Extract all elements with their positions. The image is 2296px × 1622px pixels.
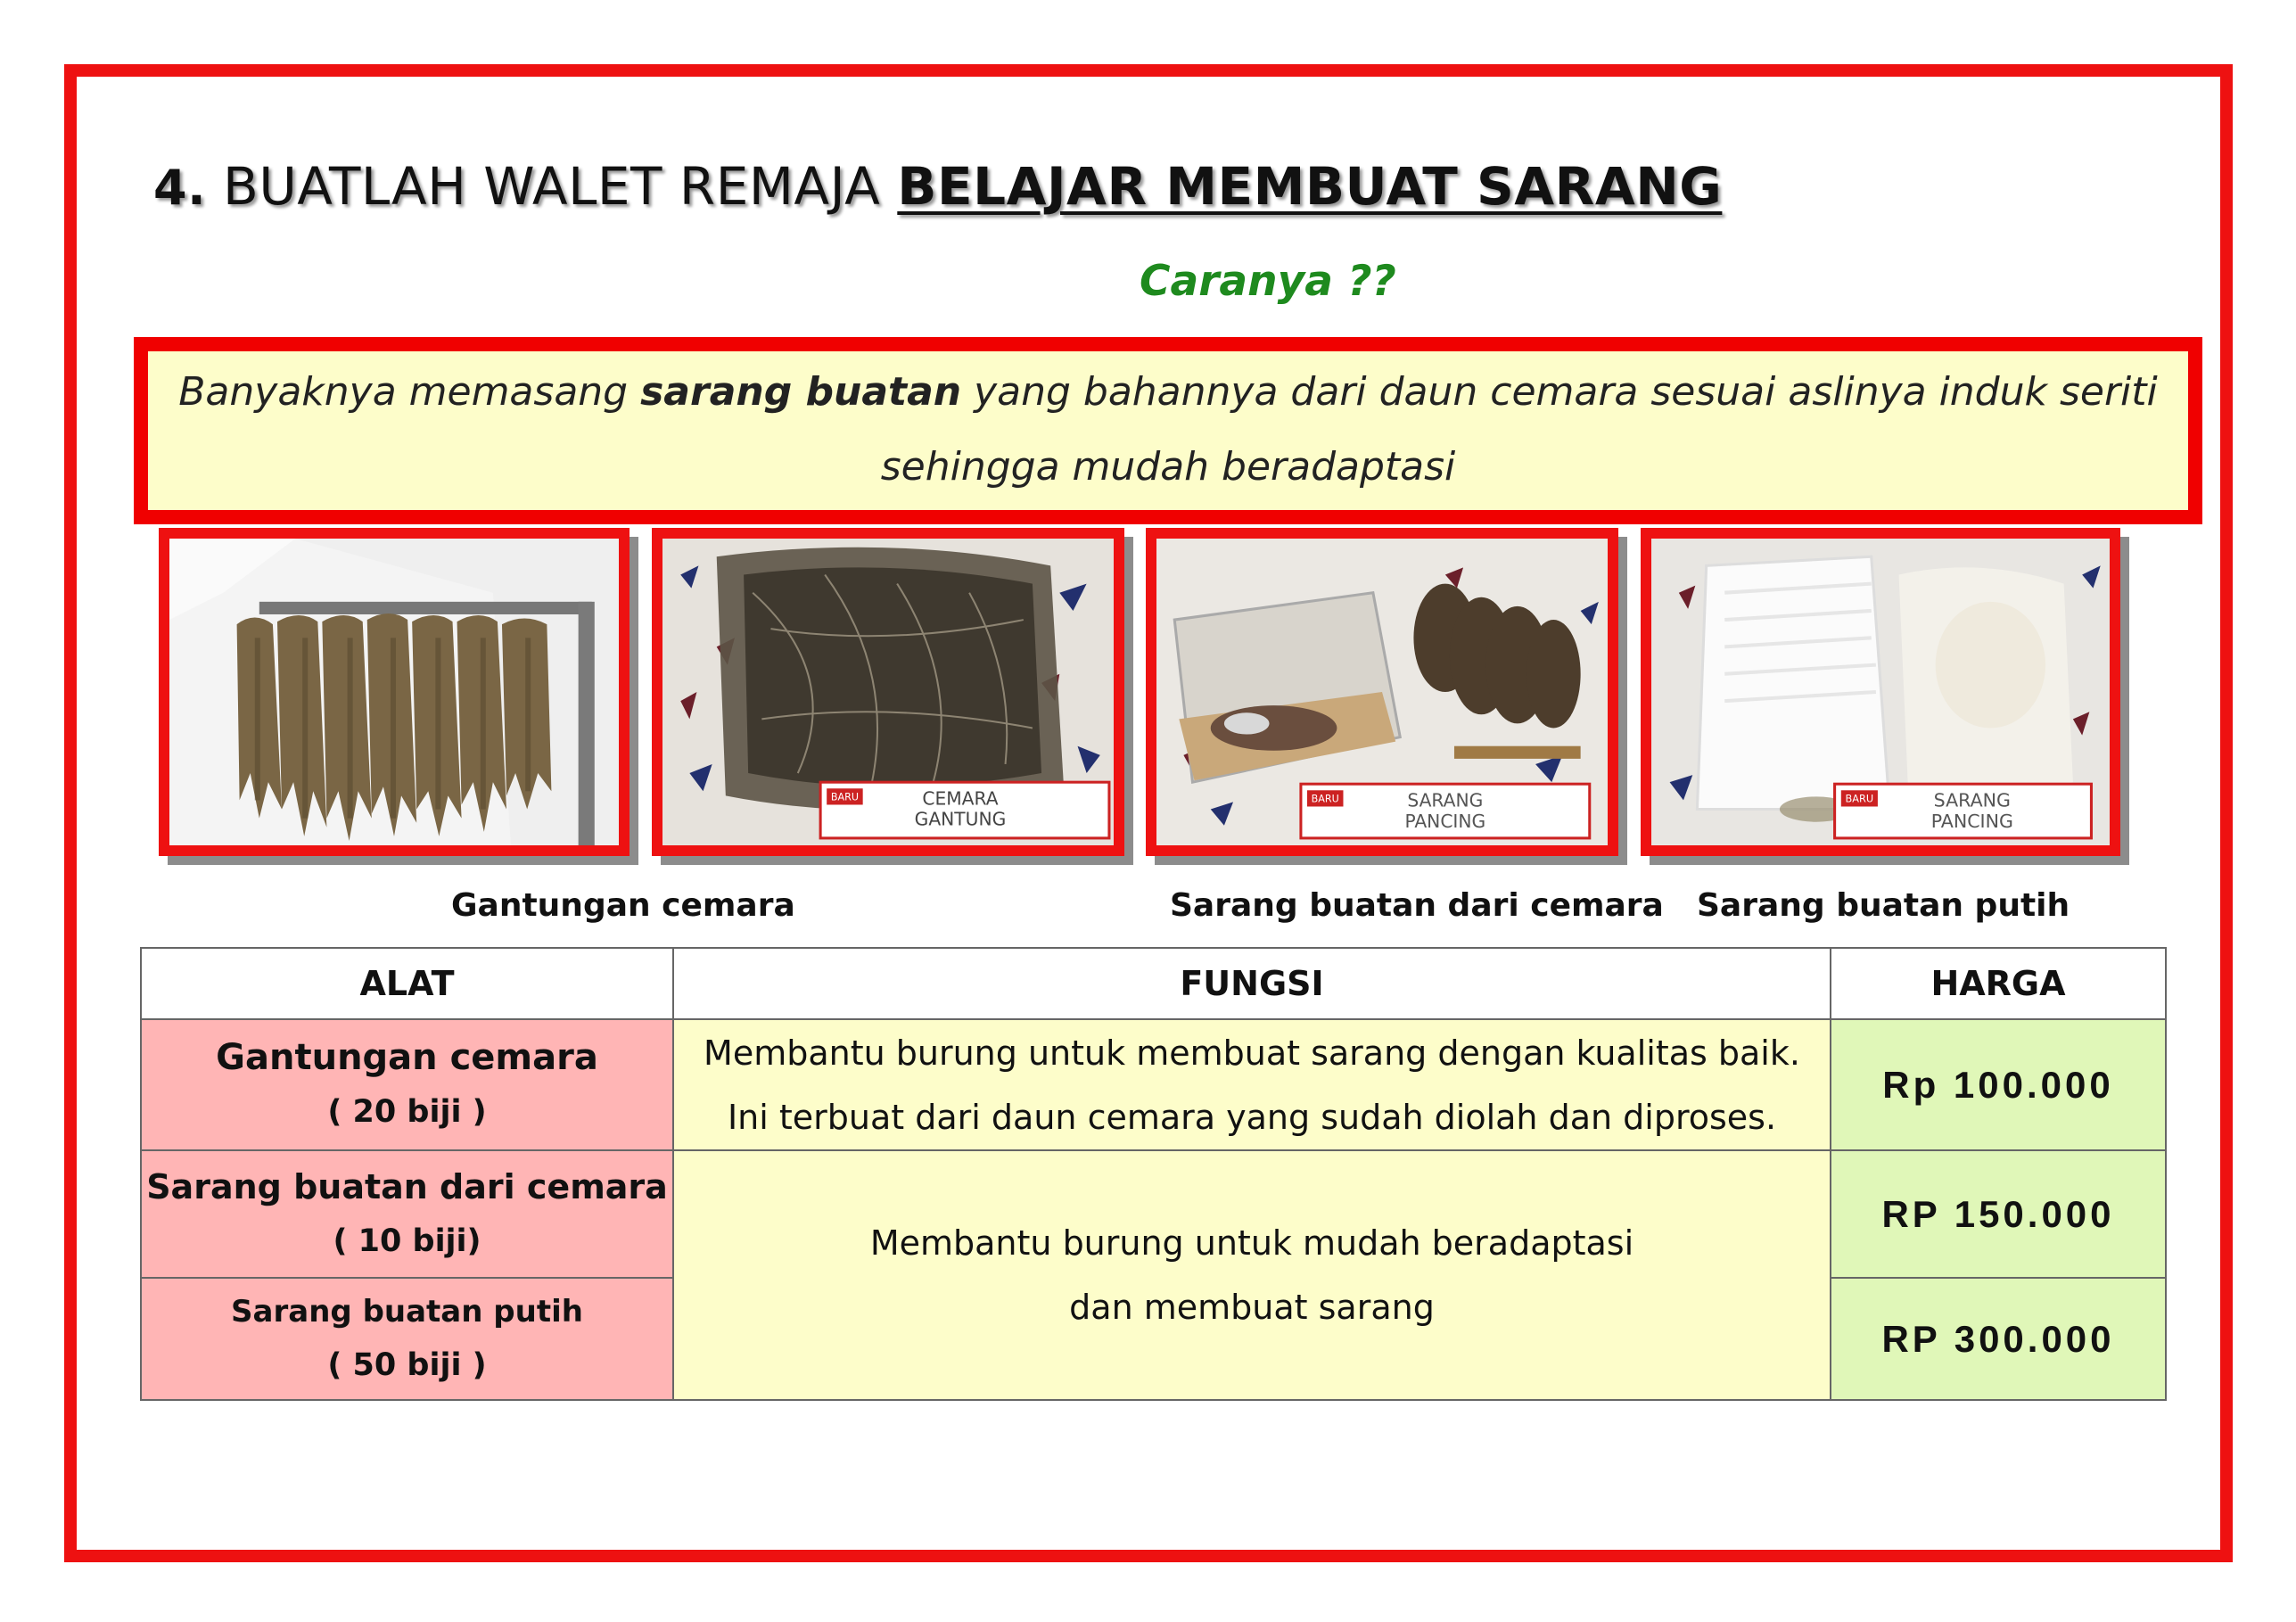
putih-brand: BARU <box>1845 793 1874 805</box>
price-table <box>140 947 2167 1401</box>
alat-qty: ( 10 biji) <box>333 1223 481 1259</box>
note-bold: sarang buatan <box>640 369 962 415</box>
putih-label-1: SARANG <box>1933 789 2011 811</box>
photo-sarang-pancing-cemara <box>1146 528 1618 856</box>
photo-sarang-pancing-putih <box>1641 528 2120 856</box>
photo-cemara-gantung-pack <box>652 528 1124 856</box>
harga-cell: RP 150.000 <box>1831 1150 2166 1278</box>
harga-cell: RP 300.000 <box>1831 1278 2166 1400</box>
sarang-label-2: PANCING <box>1404 810 1486 832</box>
alat-cell <box>141 1150 673 1278</box>
harga-cell: Rp 100.000 <box>1831 1019 2166 1150</box>
alat-name: Sarang buatan putih <box>231 1293 583 1330</box>
fungsi-line: Membantu burung untuk mudah beradaptasi <box>869 1223 1634 1263</box>
pack-label-2: GANTUNG <box>914 808 1007 830</box>
cemara-gantung-image <box>662 539 1114 845</box>
note-text-2: yang bahannya dari daun cemara sesuai aslinya induk seriti <box>974 369 2158 415</box>
subheading: Caranya ?? <box>1140 257 1396 306</box>
pack-brand: BARU <box>830 791 859 803</box>
fungsi-line: Ini terbuat dari daun cemara yang sudah diolah dan diproses. <box>727 1097 1777 1137</box>
note-box <box>134 337 2202 524</box>
sarang-pancing-cemara-image <box>1156 539 1608 845</box>
alat-cell <box>141 1278 673 1400</box>
caption-gantungan-cemara: Gantungan cemara <box>451 887 795 924</box>
putih-label-2: PANCING <box>1930 810 2013 832</box>
pack-label-1: CEMARA <box>922 787 999 810</box>
note-line-1 <box>148 355 2188 430</box>
title-emphasis: BELAJAR MEMBUAT SARANG <box>897 156 1723 217</box>
sarang-brand: BARU <box>1311 793 1339 805</box>
alat-cell <box>141 1019 673 1150</box>
note-line-2: sehingga mudah beradaptasi <box>880 444 1456 490</box>
fungsi-line: Membantu burung untuk membuat sarang dengan kualitas baik. <box>704 1033 1800 1073</box>
title-text: BUATLAH WALET REMAJA <box>223 156 881 217</box>
sarang-label-1: SARANG <box>1407 789 1484 811</box>
fungsi-cell <box>673 1019 1831 1150</box>
header-fungsi: FUNGSI <box>673 948 1831 1019</box>
alat-qty: ( 20 biji ) <box>327 1093 487 1130</box>
title-number: 4. <box>153 160 207 216</box>
sarang-pancing-putih-image <box>1651 539 2110 845</box>
fungsi-cell <box>673 1150 1831 1400</box>
fungsi-line: dan membuat sarang <box>1069 1288 1435 1327</box>
alat-qty: ( 50 biji ) <box>327 1346 487 1383</box>
caption-sarang-buatan-putih: Sarang buatan putih <box>1697 887 2070 924</box>
hanging-cemara-image <box>169 539 619 845</box>
header-alat: ALAT <box>141 948 673 1019</box>
table-row <box>141 1150 2166 1278</box>
page-title <box>153 156 1722 217</box>
header-harga: HARGA <box>1831 948 2166 1019</box>
alat-name: Gantungan cemara <box>216 1036 598 1078</box>
caption-sarang-buatan-cemara: Sarang buatan dari cemara <box>1170 887 1664 924</box>
table-row <box>141 1019 2166 1150</box>
table-header-row <box>141 948 2166 1019</box>
photo-hanging-cemara <box>159 528 630 856</box>
alat-name: Sarang buatan dari cemara <box>146 1166 668 1206</box>
note-text-1: Banyaknya memasang <box>178 369 629 415</box>
